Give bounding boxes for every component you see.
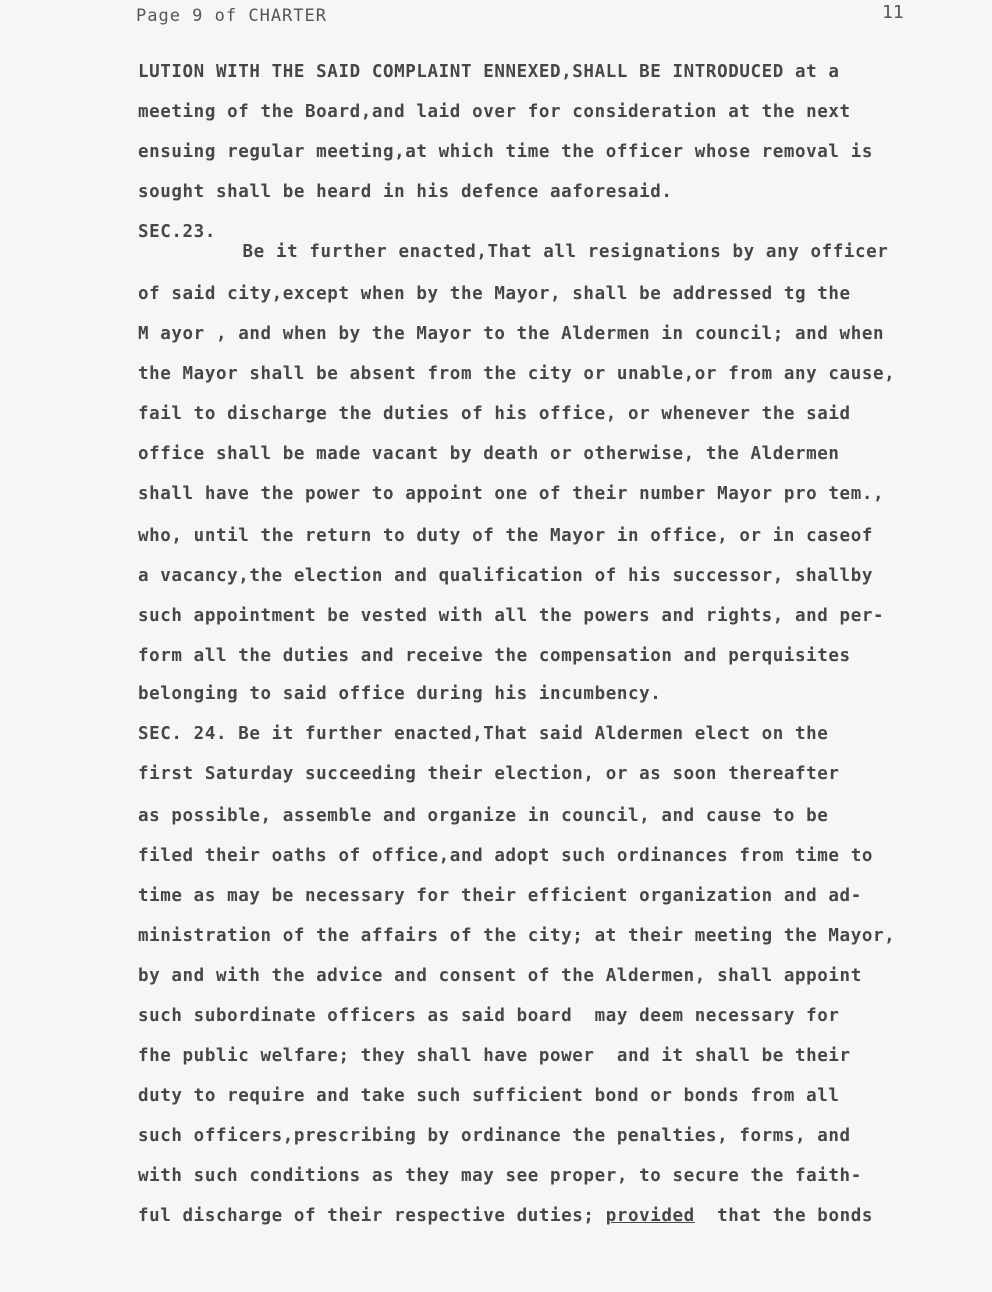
text-line: such appointment be vested with all the powers and rights, and per- [138,606,885,626]
text-line-last-lead: ful discharge of their respective duties; [138,1206,606,1226]
text-line: M ayor , and when by the Mayor to the Aldermen in council; and when [138,324,885,344]
text-line: first Saturday succeeding their election, or as soon thereafter [138,764,840,784]
text-line: fail to discharge the duties of his office, or whenever the said [138,404,851,424]
text-line: belonging to said office during his incumbency. [138,684,662,704]
text-line-last [138,1206,873,1226]
text-line: duty to require and take such sufficient bond or bonds from all [138,1086,840,1106]
text-line: form all the duties and receive the compensation and perquisites [138,646,851,666]
text-line: the Mayor shall be absent from the city or unable,or from any cause, [138,364,896,384]
text-line: such subordinate officers as said board may deem necessary for [138,1006,840,1026]
text-line: as possible, assemble and organize in council, and cause to be [138,806,829,826]
text-line: sought shall be heard in his defence aaforesaid. [138,182,673,202]
text-line: meeting of the Board,and laid over for consideration at the next [138,102,851,122]
text-line-last-tail: that the bonds [694,1206,873,1226]
text-line: fhe public welfare; they shall have power and it shall be their [138,1046,851,1066]
provided-underlined: provided [605,1206,695,1226]
text-line: Be it further enacted,That all resignations by any officer [198,242,889,262]
text-line: SEC. 24. Be it further enacted,That said Aldermen elect on the [138,724,829,744]
page-number: 11 [882,2,904,23]
text-line: time as may be necessary for their efficient organization and ad- [138,886,862,906]
text-line: office shall be made vacant by death or otherwise, the Aldermen [138,444,840,464]
text-line: who, until the return to duty of the Mayor in office, or in caseof [138,526,873,546]
text-line: of said city,except when by the Mayor, shall be addressed tg the [138,284,851,304]
page-header-label: Page 9 of CHARTER [136,6,327,26]
text-line: ministration of the affairs of the city; at their meeting the Mayor, [138,926,896,946]
text-line: ensuing regular meeting,at which time the officer whose removal is [138,142,873,162]
text-line: by and with the advice and consent of the Aldermen, shall appoint [138,966,862,986]
text-line: LUTION WITH THE SAID COMPLAINT ENNEXED,SHALL BE INTRODUCED at a [138,62,840,82]
text-line: such officers,prescribing by ordinance the penalties, forms, and [138,1126,851,1146]
text-line: filed their oaths of office,and adopt such ordinances from time to [138,846,873,866]
text-line: a vacancy,the election and qualification of his successor, shallby [138,566,873,586]
text-line: with such conditions as they may see proper, to secure the faith- [138,1166,862,1186]
text-line: shall have the power to appoint one of their number Mayor pro tem., [138,484,885,504]
section-23-label: SEC.23. [138,222,216,242]
